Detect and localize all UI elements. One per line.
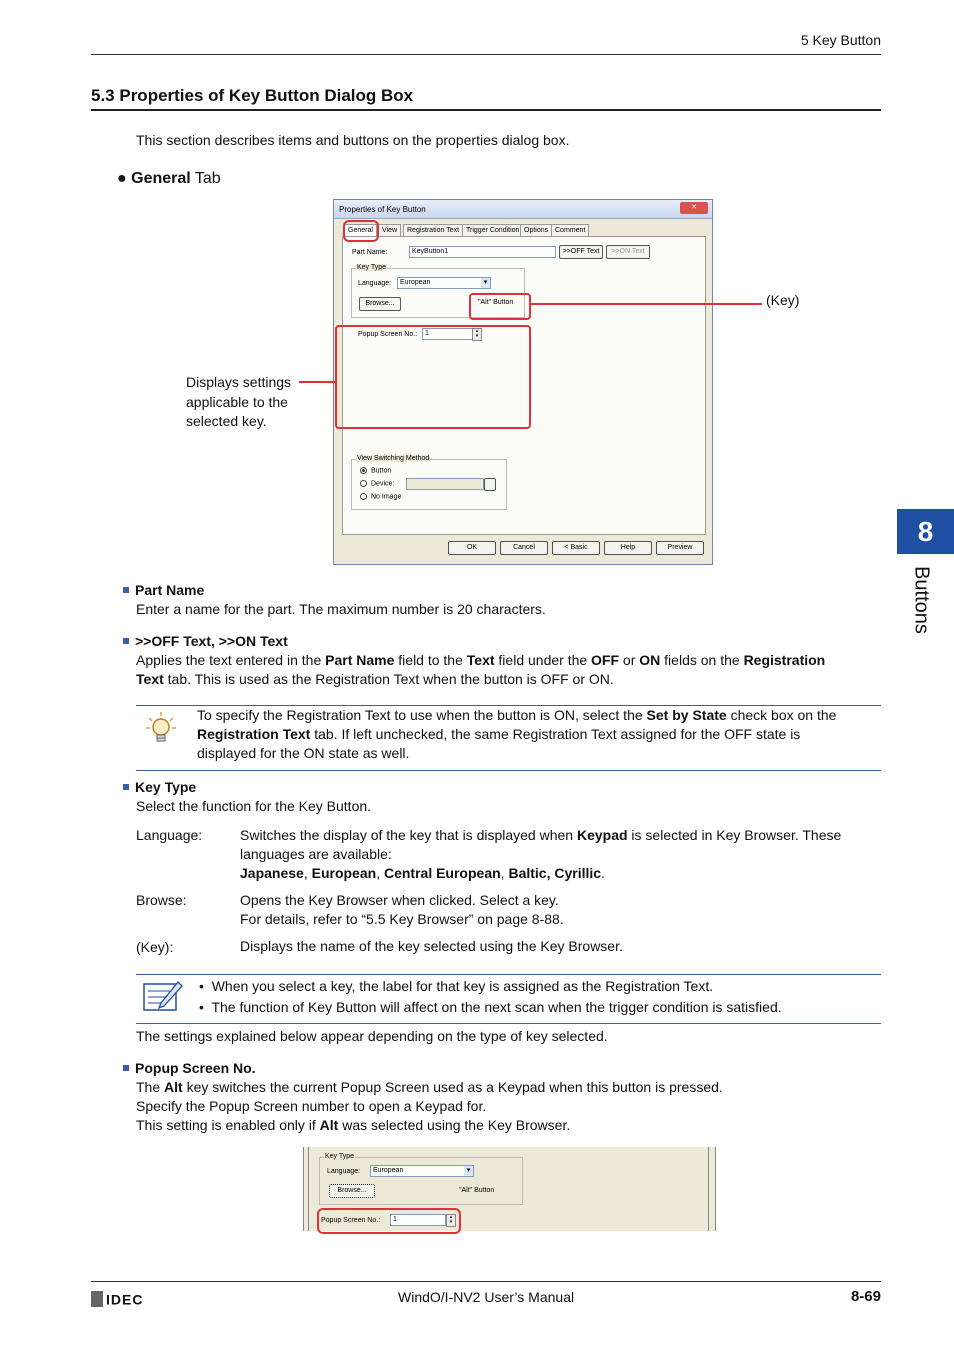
chevron-down-icon: ▾ — [481, 278, 490, 288]
key-type-group-2: Key Type — [319, 1157, 523, 1205]
tab-view[interactable]: View — [378, 224, 401, 237]
part-name-heading: Part Name — [123, 582, 204, 598]
manual-title: WindO/I-NV2 User’s Manual — [398, 1289, 575, 1305]
note-item: • When you select a key, the label for that key is assigned as the Registration Text. — [199, 978, 714, 994]
popup-label: Popup Screen No.: — [358, 331, 418, 338]
browse-term: Browse: — [136, 892, 187, 908]
note-list — [199, 976, 782, 1018]
spinner-icon[interactable]: ▴ ▾ — [446, 1214, 456, 1227]
key-highlight — [469, 293, 531, 320]
language-desc: Switches the display of the key that is displayed when Keypad is selected in Key Browser. These languages are available: Japanese, European, Central European, Baltic, Cyrillic. — [240, 827, 842, 881]
key-desc: Displays the name of the key selected using the Key Browser. — [240, 938, 623, 954]
lightbulb-icon — [144, 710, 178, 749]
tab-registration-text[interactable]: Registration Text — [403, 224, 463, 237]
header-rule — [91, 54, 881, 55]
browse-button[interactable]: Browse... — [359, 297, 401, 311]
settings-highlight — [335, 325, 531, 429]
language-select-2[interactable]: European ▾ — [370, 1165, 474, 1177]
part-name-field[interactable]: KeyButton1 — [409, 246, 556, 258]
section-title: 5.3 Properties of Key Button Dialog Box — [91, 86, 414, 105]
part-name-label: Part Name: — [352, 249, 388, 256]
section-rule — [91, 109, 881, 111]
section-intro: This section describes items and buttons on the properties dialog box. — [136, 132, 570, 148]
key-type-intro: Select the function for the Key Button. — [136, 798, 372, 814]
radio-button-option[interactable]: Button — [360, 467, 391, 474]
memo-icon — [142, 980, 184, 1017]
tab-options[interactable]: Options — [520, 224, 552, 237]
key-term: (Key): — [136, 939, 174, 955]
square-bullet-icon — [123, 587, 129, 593]
key-callout-label: (Key) — [766, 292, 800, 308]
device-browse-button[interactable] — [484, 478, 496, 491]
tip-text: To specify the Registration Text to use when the button is ON, select the Set by State check box on the Registration Text tab. If left unchecked, the same Registration Text assigned for the OFF state is displayed for the ON state as well. — [197, 707, 837, 761]
general-tab-highlight — [343, 220, 379, 242]
key-display-2: "Alt" Button — [459, 1187, 495, 1194]
view-switching-group: View Switching Method — [351, 459, 507, 510]
off-on-text: Applies the text entered in the Part Name field to the Text field under the OFF or ON fields on the Registration Text tab. This is used as the Registration Text when the button is OFF or ON. — [136, 652, 826, 687]
tab-comment[interactable]: Comment — [551, 224, 589, 237]
key-display: "Alt" Button — [478, 299, 514, 306]
dialog-titlebar — [334, 200, 712, 219]
language-label: Language: — [358, 280, 392, 287]
close-icon[interactable]: ✕ — [680, 202, 708, 214]
page-number: 8-69 — [850, 1288, 881, 1305]
popup-screen-field-2[interactable]: 1 — [390, 1214, 446, 1226]
bullet-icon: ● — [117, 170, 127, 187]
browse-button-2[interactable]: Browse... — [329, 1184, 375, 1198]
part-name-text: Enter a name for the part. The maximum number is 20 characters. — [136, 601, 546, 617]
square-bullet-icon — [123, 638, 129, 644]
popup-highlight — [317, 1208, 461, 1234]
dialog-title: Properties of Key Button — [339, 205, 426, 214]
chapter-header: 5 Key Button — [800, 32, 881, 48]
off-text-button[interactable]: >>OFF Text — [559, 245, 603, 259]
off-on-heading: >>OFF Text, >>ON Text — [123, 633, 288, 649]
idec-logo: IDEC — [91, 1290, 143, 1307]
general-tab-heading: ● General Tab — [117, 170, 221, 187]
device-field[interactable] — [406, 478, 484, 490]
preview-button[interactable]: Preview — [656, 541, 704, 555]
key-type-group: Key Type — [351, 268, 525, 318]
key-type-heading: Key Type — [123, 779, 196, 795]
chapter-tab-label: Buttons — [910, 566, 933, 634]
browse-desc: Opens the Key Browser when clicked. Select a key. For details, refer to “5.5 Key Browser” on page 8-88. — [240, 892, 564, 927]
popup-screen-field[interactable]: 1 — [422, 328, 474, 340]
popup-label-2: Popup Screen No.: — [321, 1217, 381, 1224]
radio-device-option[interactable]: Device: — [360, 480, 394, 487]
key-callout-line — [529, 303, 762, 305]
footer-rule — [91, 1281, 881, 1282]
settings-callout-line — [299, 381, 335, 383]
chapter-number: 8 — [917, 516, 934, 547]
language-term: Language: — [136, 827, 203, 843]
ok-button[interactable]: OK — [448, 541, 496, 555]
after-note-text: The settings explained below appear depending on the type of key selected. — [136, 1028, 608, 1044]
radio-noimage-option[interactable]: No Image — [360, 493, 401, 500]
chevron-down-icon: ▾ — [464, 1166, 473, 1176]
spinner-icon[interactable]: ▴ ▾ — [472, 328, 482, 341]
tab-trigger-condition[interactable]: Trigger Condition — [462, 224, 523, 237]
popup-text: The Alt key switches the current Popup Screen used as a Keypad when this button is pressed. Specify the Popup Screen number to open a Keypad for. This setting is enabled only if Alt was selected using the Key Browser. — [136, 1079, 723, 1133]
tab-general[interactable]: General — [344, 224, 377, 237]
language-select[interactable]: European ▾ — [397, 277, 491, 289]
chapter-tab — [897, 509, 954, 554]
logo-mark-icon — [91, 1291, 103, 1307]
square-bullet-icon — [123, 784, 129, 790]
on-text-button[interactable]: >>ON Text — [606, 245, 650, 259]
basic-button[interactable]: < Basic — [552, 541, 600, 555]
popup-heading: Popup Screen No. — [123, 1060, 256, 1076]
note-item: • The function of Key Button will affect on the next scan when the trigger condition is satisfied. — [199, 999, 782, 1015]
cancel-button[interactable]: Cancel — [500, 541, 548, 555]
settings-callout-label: Displays settings applicable to the selected key. — [186, 374, 292, 429]
help-button[interactable]: Help — [604, 541, 652, 555]
language-label-2: Language: — [327, 1168, 361, 1175]
dialog-tabs — [342, 224, 702, 236]
square-bullet-icon — [123, 1065, 129, 1071]
